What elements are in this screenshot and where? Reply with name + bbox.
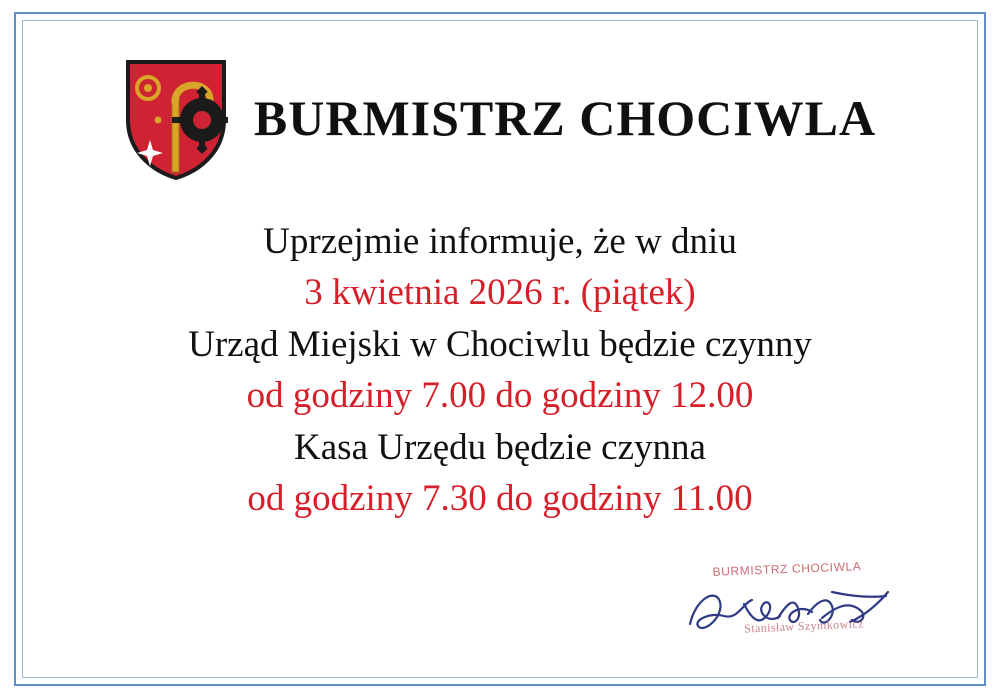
notice-line-3: Urząd Miejski w Chociwlu będzie czynny — [188, 323, 812, 365]
notice-line-2: 3 kwietnia 2026 r. (piątek) — [304, 272, 696, 314]
signature-name: Stanisław Szymkowicz — [743, 616, 865, 636]
notice-line-6: od godziny 7.30 do godziny 11.00 — [247, 478, 753, 520]
document-header — [30, 30, 970, 182]
document-content — [30, 30, 970, 668]
notice-line-1: Uprzejmie informuje, że w dniu — [263, 221, 737, 262]
notice-line-5: Kasa Urzędu będzie czynna — [294, 426, 706, 468]
notice-line-4: od godziny 7.00 do godziny 12.00 — [246, 375, 754, 417]
page-title: BURMISTRZ CHOCIWLA — [253, 90, 877, 146]
coat-of-arms-icon — [124, 58, 228, 182]
signature-stamp-title: BURMISTRZ CHOCIWLA — [712, 559, 862, 579]
signature-block — [674, 559, 914, 648]
notice-body — [30, 216, 970, 525]
